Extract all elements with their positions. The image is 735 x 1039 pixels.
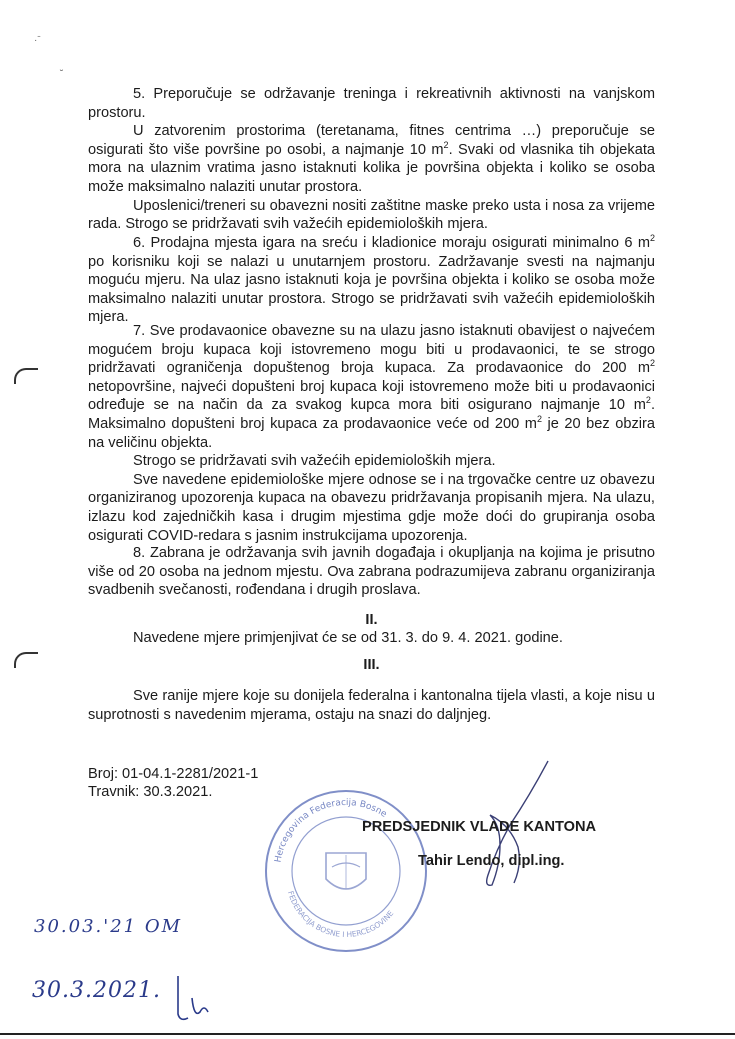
scan-speck: ·ˉ <box>34 35 41 46</box>
punch-hole-mark <box>14 652 38 668</box>
svg-text:FEDERACIJA BOSNE I HERCEGOVINE <box>286 890 396 939</box>
point-5 <box>88 85 655 234</box>
handwritten-date-1: 30.03.'21 OM <box>34 916 183 937</box>
point-8-text: 8. Zabrana je održavanja svih javnih događaja i okupljanja na kojima je prisutno više od 20 osoba na jednom mjestu. Ova zabrana podrazumijeva zabranu organiziranja svadbenih svečanosti, rođendana i drugih proslava. <box>88 545 655 599</box>
section-3-heading: III. <box>363 657 380 673</box>
point-6 <box>88 234 655 327</box>
section-2-heading: II. <box>365 612 378 628</box>
section-3-text: Sve ranije mjere koje su donijela federalna i kantonalna tijela vlasti, a koje nisu u suprotnosti s navedenim mjerama, ostaju na snazi do daljnjeg. <box>88 688 655 723</box>
point-7 <box>88 322 655 545</box>
point-7-strict: Strogo se pridržavati svih važećih epidemioloških mjera. <box>133 453 496 470</box>
point-7-malls: Sve navedene epidemiološke mjere odnose se i na trgovačke centre uz obavezu organiziranog upozorenja kupaca na obavezu pridržavanja propisanih mjera. Na ulazu, izlazu kod zajedničkih kasa i drugim mjestima gdje može doći do grupiranja osoba osigurati COVID-redara s jasnim instrukcijama upozorenja. <box>88 471 655 544</box>
point-5-intro: 5. Preporučuje se održavanje treninga i rekreativnih aktivnosti na vanjskom prostoru. <box>88 86 655 121</box>
point-7-text: 7. Sve prodavaonice obavezne su na ulazu jasno istaknuti obavijest o najvećem mogućem broju kupaca koji istovremeno mogu biti u prodavaonici, te se strogo pridržavati ograničenja dopuštenog broja kupaca. Za prodavaonice do 200 $m^2$ netopovršine, najveći dopušteni broj kupaca koji istovremeno može biti u prodavaonici određuje se na način da za svakog kupca mora biti osigurano najmanje 10 $m^2$. Maksimalno dopušteni broj kupaca za prodavaonice veće od 200 $m^2$ je 20 bez obzira na veličinu objekta. <box>88 323 655 451</box>
signer-name: Tahir Lendo, dipl.ing. <box>418 853 565 869</box>
punch-hole-mark <box>14 368 38 384</box>
handwritten-initials <box>170 968 220 1028</box>
stamp-bottom-text: FEDERACIJA BOSNE I HERCEGOVINE <box>285 889 396 940</box>
point-6-text: 6. Prodajna mjesta igara na sreću i kladionice moraju osigurati minimalno 6 $m^2$ po korisniku koji se nalazi u unutarnjem prostoru. Zadržavanje svesti na najmanju moguću mjeru. Na ulaz jasno istaknuti koja je površina objekta i koliko se osoba može maksimalno nalaziti unutar prostora. Strogo se pridržavati svih važećih epidemioloških mjera. <box>88 233 655 326</box>
stamp-left-text: Hercegovina <box>273 810 312 864</box>
signer-title: PREDSJEDNIK VLADE KANTONA <box>362 819 597 835</box>
document-date: Travnik: 30.3.2021. <box>88 784 213 800</box>
document-number: Broj: 01-04.1-2281/2021-1 <box>88 766 259 782</box>
official-stamp <box>262 787 430 955</box>
page-bottom-edge <box>0 1033 735 1035</box>
coat-of-arms-icon <box>326 853 366 889</box>
point-5-indoor: U zatvorenim prostorima (teretanama, fitnes centrima …) preporučuje se osigurati što više površine po osobi, a najmanje 10 $m^2$. Svaki od vlasnika tih objekata mora na ulaznim vratima jasno istaknuti kolika je površina objekta i koliko se osoba može maksimalno nalaziti unutar prostora. <box>88 123 656 195</box>
scan-speck: ˘ <box>60 69 64 80</box>
section-2-text: Navedene mjere primjenjivat će se od 31. 3. do 9. 4. 2021. godine. <box>133 630 563 646</box>
point-8 <box>88 544 655 600</box>
handwritten-date-2: 30.3.2021. <box>32 978 161 1003</box>
point-5-staff: Uposlenici/treneri su obavezni nositi zaštitne maske preko usta i nosa za vrijeme rada. Strogo se pridržavati svih važećih epidemioloških mjera. <box>88 197 655 233</box>
stamp-top-text: Federacija Bosne <box>308 797 389 820</box>
